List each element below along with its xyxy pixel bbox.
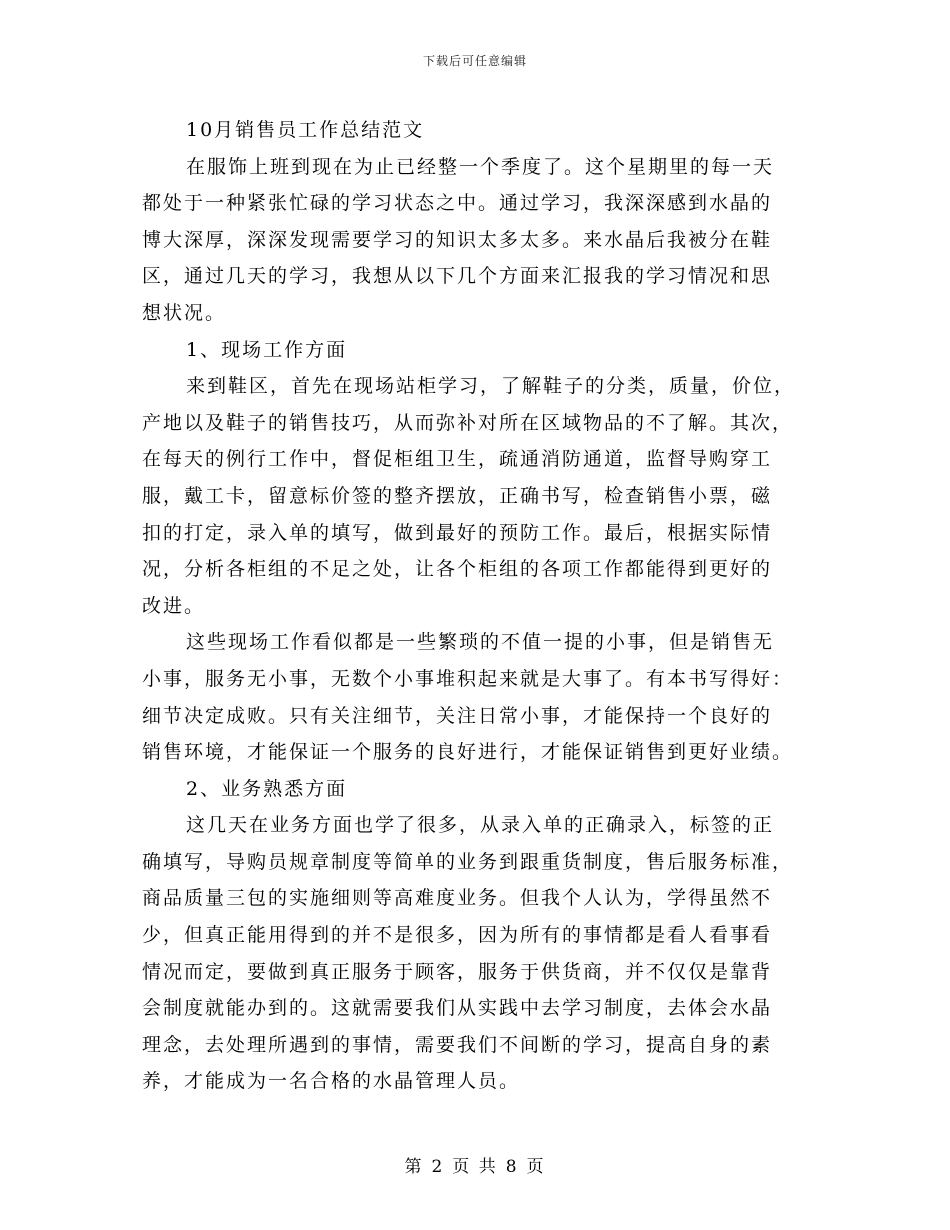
paragraph-line: 博大深厚，深深发现需要学习的知识太多太多。来水晶后我被分在鞋 [142, 228, 773, 251]
paragraph-line: 扣的打定，录入单的填写，做到最好的预防工作。最后，根据实际情 [142, 521, 773, 544]
paragraph-line: 都处于一种紧张忙碌的学习状态之中。通过学习，我深深感到水晶的 [142, 192, 773, 215]
section-heading: 2、业务熟悉方面 [186, 777, 348, 800]
paragraph-line: 养，才能成为一名合格的水晶管理人员。 [142, 1070, 521, 1093]
paragraph-line: 况，分析各柜组的不足之处，让各个柜组的各项工作都能得到更好的 [142, 558, 773, 581]
paragraph-line: 在服饰上班到现在为止已经整一个季度了。这个星期里的每一天 [186, 155, 775, 178]
paragraph-line: 来到鞋区，首先在现场站柜学习，了解鞋子的分类，质量，价位， [186, 375, 796, 398]
page-footer [0, 1152, 950, 1177]
page-number-middle: 页 共 [452, 1157, 498, 1177]
paragraph-line: 确填写，导购员规章制度等简单的业务到跟重货制度，售后服务标准， [142, 850, 794, 873]
paragraph-line: 细节决定成败。只有关注细节，关注日常小事，才能保持一个良好的 [142, 704, 773, 727]
page-header: 下载后可任意编辑 [422, 54, 527, 68]
page-number-prefix: 第 [404, 1157, 424, 1177]
paragraph-line: 这几天在业务方面也学了很多，从录入单的正确录入，标签的正 [186, 814, 775, 837]
paragraph-line: 小事，服务无小事，无数个小事堆积起来就是大事了。有本书写得好： [142, 667, 794, 690]
paragraph-line: 服，戴工卡，留意标价签的整齐摆放，正确书写，检查销售小票，磁 [142, 484, 773, 507]
document-title: 10月销售员工作总结范文 [186, 119, 425, 141]
paragraph-line: 情况而定，要做到真正服务于顾客，服务于供货商，并不仅仅是靠背 [142, 960, 773, 983]
page-number-suffix: 页 [526, 1157, 546, 1177]
paragraph-line: 这些现场工作看似都是一些繁琐的不值一提的小事，但是销售无 [186, 631, 775, 654]
paragraph-line: 理念，去处理所遇到的事情，需要我们不间断的学习，提高自身的素 [142, 1033, 773, 1056]
paragraph-line: 销售环境，才能保证一个服务的良好进行，才能保证销售到更好业绩。 [142, 741, 794, 764]
current-page-number: 2 [431, 1157, 445, 1177]
paragraph-line: 想状况。 [142, 301, 227, 324]
paragraph-line: 产地以及鞋子的销售技巧，从而弥补对所在区域物品的不了解。其次， [142, 411, 794, 434]
total-pages-number: 8 [505, 1157, 519, 1177]
paragraph-line: 少，但真正能用得到的并不是很多，因为所有的事情都是看人看事看 [142, 924, 773, 947]
paragraph-line: 在每天的例行工作中，督促柜组卫生，疏通消防通道，监督导购穿工 [142, 448, 773, 471]
paragraph-line: 改进。 [142, 594, 206, 617]
paragraph-line: 会制度就能办到的。这就需要我们从实践中去学习制度，去体会水晶 [142, 997, 773, 1020]
document-body [142, 112, 808, 1100]
section-heading: 1、现场工作方面 [186, 338, 348, 361]
paragraph-line: 区，通过几天的学习，我想从以下几个方面来汇报我的学习情况和思 [142, 265, 773, 288]
paragraph-line: 商品质量三包的实施细则等高难度业务。但我个人认为，学得虽然不 [142, 887, 773, 910]
